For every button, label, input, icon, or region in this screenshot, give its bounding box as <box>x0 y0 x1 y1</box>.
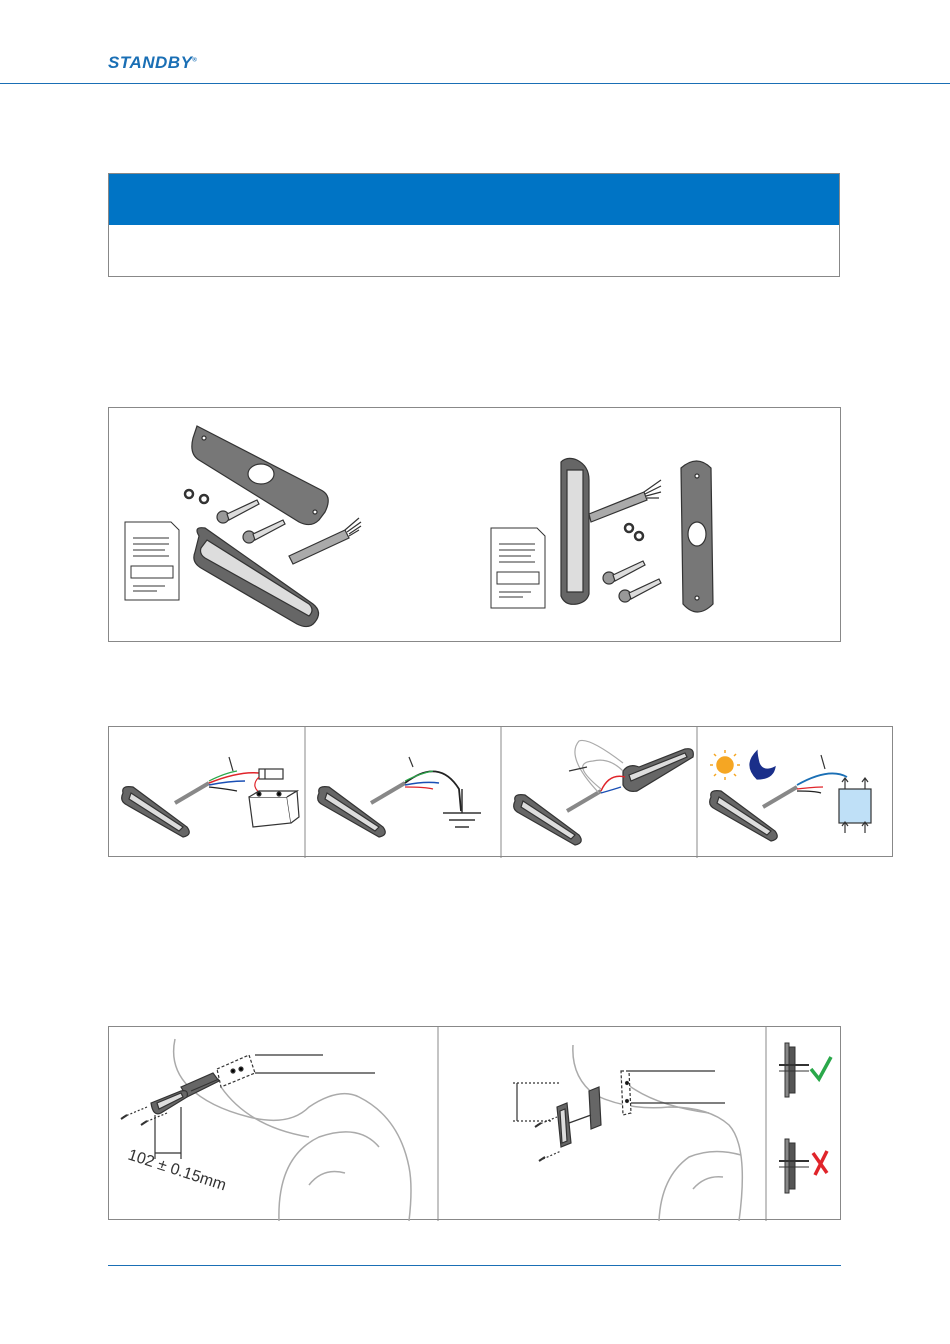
wiring-power-battery <box>122 757 299 837</box>
lamp-horizontal <box>194 518 361 627</box>
washers-right <box>625 524 643 540</box>
mount-incorrect-example <box>779 1139 809 1193</box>
cross-icon <box>813 1151 827 1175</box>
washers-left <box>185 490 208 503</box>
battery-icon <box>249 791 299 827</box>
gasket-vertical <box>681 461 713 612</box>
wiring-sync <box>514 740 694 845</box>
fuse-icon <box>259 769 283 779</box>
gasket-horizontal <box>192 426 328 525</box>
checkmark-icon <box>811 1057 831 1079</box>
brand-logo <box>108 53 197 73</box>
header-rule <box>0 83 950 84</box>
mounting-dimension-label: 102 ± 0.15mm <box>125 1146 229 1195</box>
vertical-mount-assembly <box>513 1071 725 1161</box>
instruction-sheet-left <box>125 522 179 600</box>
wiring-day-night <box>710 750 871 841</box>
notice-header-bar <box>109 174 839 225</box>
vehicle-outline-left <box>174 1039 411 1221</box>
brand-logo-text: STANDBY <box>108 53 193 72</box>
mounting-illustrations <box>109 1027 842 1221</box>
wiring-illustrations <box>109 727 894 858</box>
horizontal-mount-assembly <box>121 1055 375 1159</box>
ground-symbol-icon <box>443 789 481 827</box>
wiring-ground <box>318 757 481 837</box>
wiring-panel <box>108 726 893 857</box>
mounting-panel <box>108 1026 841 1220</box>
sun-icon <box>710 750 740 780</box>
package-contents-panel <box>108 407 841 642</box>
package-contents-illustration <box>109 408 842 643</box>
mount-correct-example <box>779 1043 809 1097</box>
instruction-sheet-right <box>491 528 545 608</box>
moon-icon <box>750 751 775 779</box>
notice-box <box>108 173 840 277</box>
screws-right <box>603 561 661 602</box>
footer-rule <box>108 1265 841 1266</box>
brand-logo-mark: ® <box>192 57 198 64</box>
